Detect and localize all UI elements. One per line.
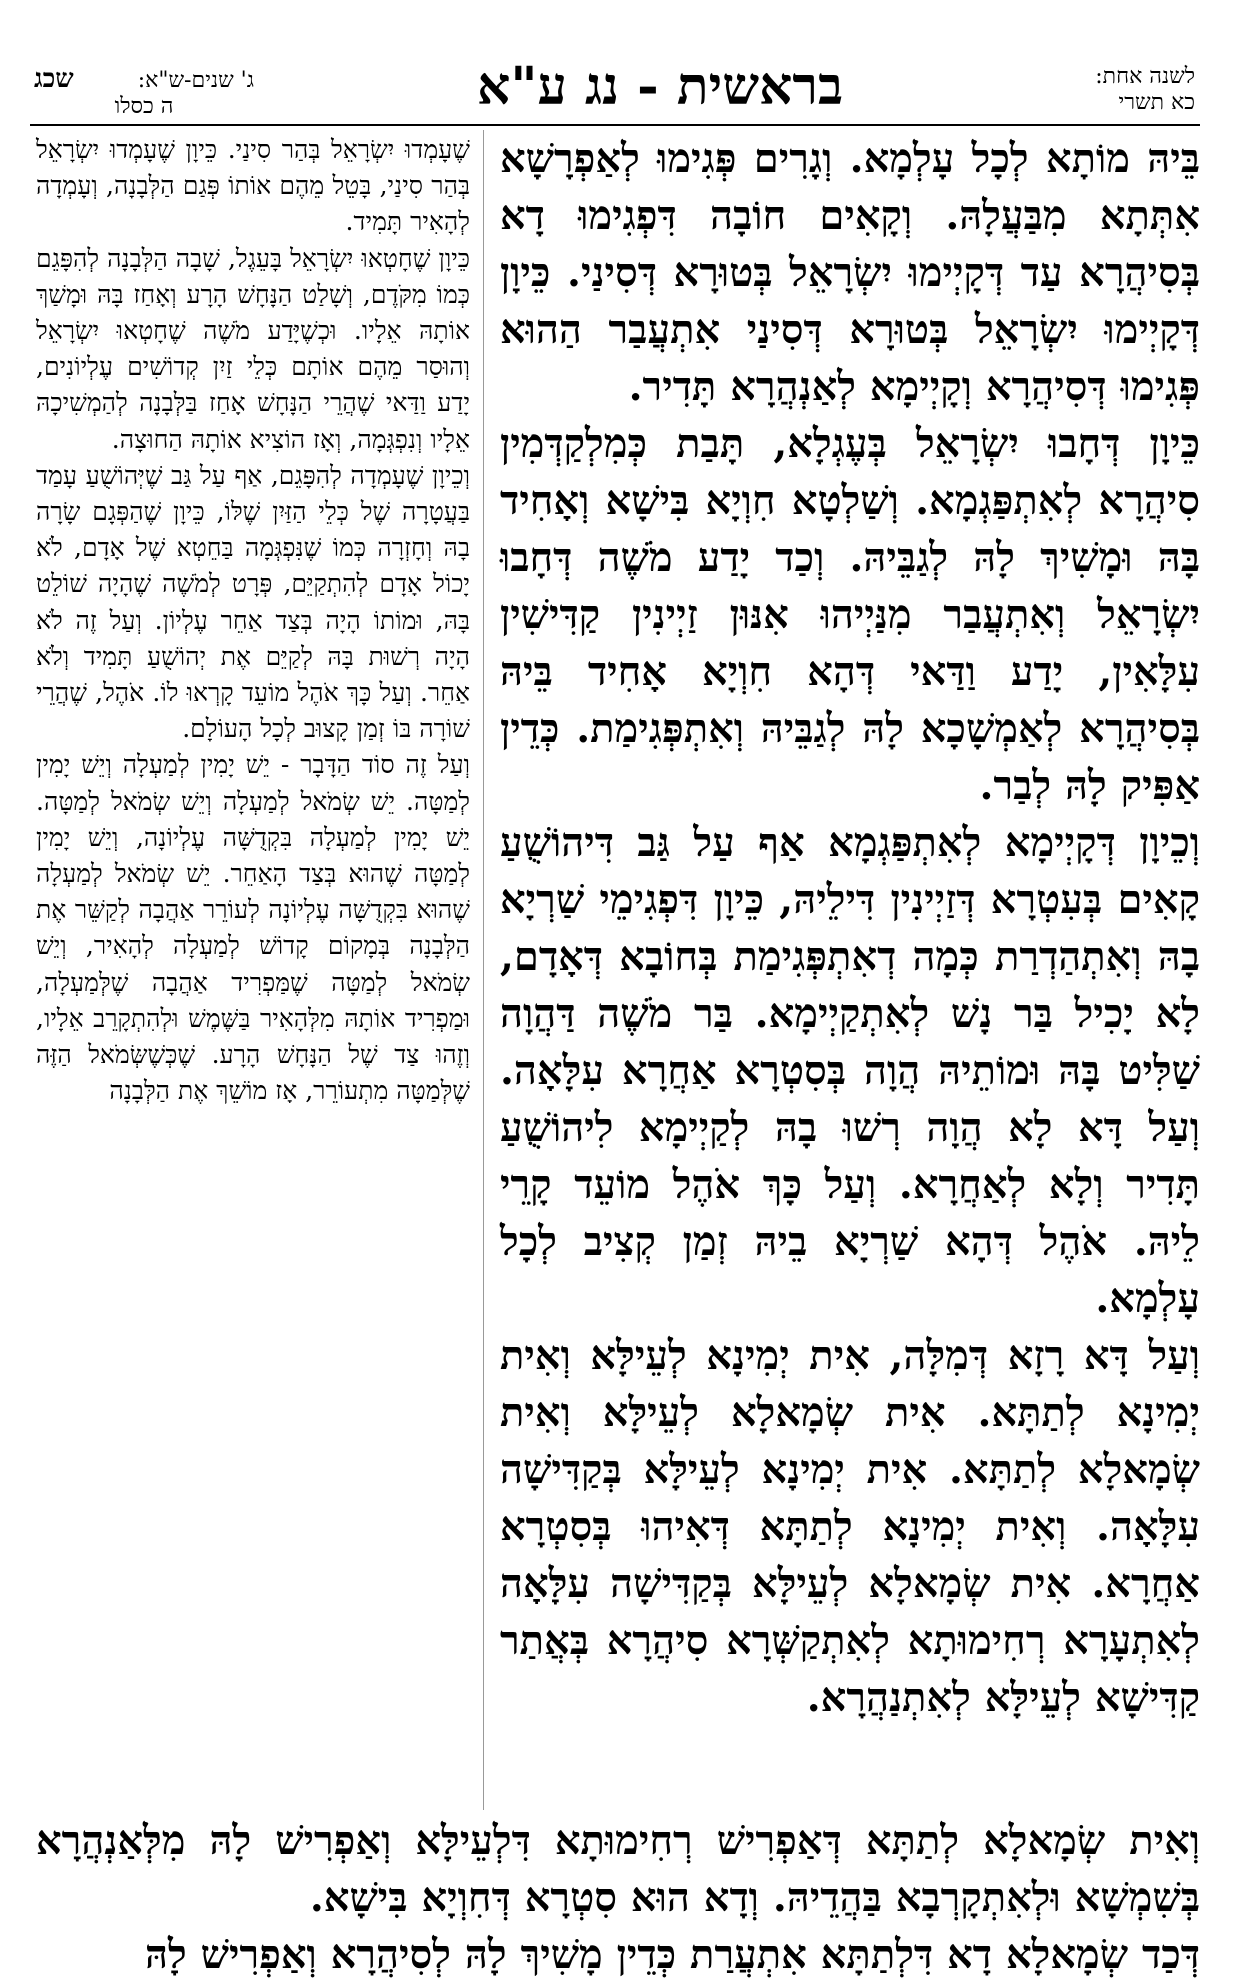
- header-left-date: ה כסלו: [114, 94, 174, 119]
- bottom-paragraph: דְּכַד שְׂמָאלָא דָא דִּלְתַתָּא אִתְעֲרַת כְּדֵין מָשִׁיךְ לָהּ לְסִיהֲרָא וְאַפְרִישׁ לָהּ: [145, 1931, 1200, 1978]
- main-paragraph: בֵּיהּ מוֹתָא לְכָל עָלְמָא. וְגָרִים פְּגִימוּ לְאַפְרָשָׁא אִתְּתָא מִבַּעֲלָהּ. וְקָאִים חוֹבָה דִּפְגִימוּ דָא בְּסִיהֲרָא עַד דְּקָיְימוּ יִשְׂרָאֵל בְּטוּרָא דְּסִינַי. כֵּיוָן דְּקָיְימוּ יִשְׂרָאֵל בְּטוּרָא דְּסִינַי אִתְעֲבַר הַהוּא פְּגִימוּ דְּסִיהֲרָא וְקָיְימָא לְאַנְהֲרָא תָּדִיר.: [500, 135, 1200, 410]
- header-years-label: ג' שנים-ש"א:: [137, 68, 254, 93]
- main-paragraph: וְעַל דָּא רָזָא דְּמִלָּה, אִית יְמִינָא לְעֵילָּא וְאִית יְמִינָא לְתַתָּא. אִית שְׂמָאלָא לְעֵילָּא וְאִית שְׂמָאלָא לְתַתָּא. אִית יְמִינָא לְעֵילָּא בְּקַדִּישָׁה עִלָּאָה. וְאִית יְמִינָא לְתַתָּא דְּאִיהוּ בְּסִטְרָא אַחֲרָא. אִית שְׂמָאלָא לְעֵילָּא בְּקַדִּישָׁה עִלָּאָה לְאִתְעָרָא רְחִימוּתָא לְאִתְקַשְּׁרָא סִיהֲרָא בְּאֲתַר קַדִּישָׁא לְעֵילָּא לְאִתְנַהֲרָא.: [500, 1332, 1200, 1721]
- header-right: [1015, 64, 1195, 116]
- bottom-paragraph: וְאִית שְׂמָאלָא לְתַתָּא דְּאַפְרִישׁ רְחִימוּתָא דִּלְעֵילָּא וְאַפְרִישׁ לָהּ מִלְּאַנְהֲרָא בְּשִׁמְשָׁא וּלְאִתְקָרְבָא בַּהֲדֵיהּ. וְדָא הוּא סִטְרָא דְּחִוְיָא בִּישָׁא.: [36, 1817, 1200, 1921]
- header-divider: [30, 124, 1200, 126]
- translation-column: [36, 132, 470, 1109]
- translation-paragraph: כֵּיוָן שֶׁחָטְאוּ יִשְׂרָאֵל בָּעֵגֶל, שָׁבָה הַלְּבָנָה לְהִפָּגֵם כְּמוֹ מִקֹּדֶם, וְשָׁלַט הַנָּחָשׁ הָרָע וְאָחַז בָּהּ וּמָשַׁךְ אוֹתָהּ אֵלָיו. וּכְשֶׁיָּדַע מֹשֶׁה שֶׁחָטְאוּ יִשְׂרָאֵל וְהוּסַר מֵהֶם אוֹתָם כְּלֵי זַיִן קְדוֹשִׁים עֶלְיוֹנִים, יָדַע וַדַּאי שֶׁהֲרֵי הַנָּחָשׁ אָחַז בַּלְּבָנָה לְהַמְשִׁיכָהּ אֵלָיו וְנִפְגְּמָה, וְאָז הוֹצִיא אוֹתָהּ הַחוּצָה.: [36, 243, 470, 454]
- translation-paragraph: שֶׁעָמְדוּ יִשְׂרָאֵל בְּהַר סִינַי. כֵּיוָן שֶׁעָמְדוּ יִשְׂרָאֵל בְּהַר סִינַי, בָּטֵל מֵהֶם אוֹתוֹ פְּגַם הַלְּבָנָה, וְעָמְדָה לְהָאִיר תָּמִיד.: [36, 135, 470, 237]
- header-one-year-label: לשנה אחת:: [1095, 64, 1195, 89]
- main-text-column: [500, 130, 1200, 1726]
- header-page-number: שכג: [34, 64, 74, 94]
- page-title: בראשית - נג ע"א: [476, 56, 844, 117]
- main-paragraph: וְכֵיוָן דְּקָיְימָא לְאִתְפַּגְמָא אַף עַל גַּב דִּיהוֹשֻׁעַ קָאִים בְּעִטְרָא דְּזַיְינִין דִּילֵיהּ, כֵּיוָן דִּפְגִימֵי שַׁרְיָא בָהּ וְאִתְהַדְרַת כְּמָה דְאִתְפְּגִימַת בְּחוֹבָא דְּאָדָם, לָא יָכִיל בַּר נָשׁ לְאִתְקַיְימָא. בַּר מֹשֶׁה דַּהֲוָה שַׁלִּיט בָּהּ וּמוֹתֵיהּ הֲוָה בְּסִטְרָא אַחֲרָא עִלָּאָה. וְעַל דָּא לָא הֲוָה רְשׁוּ בָהּ לְקַיְימָא לִיהוֹשֻׁעַ תָּדִיר וְלָא לְאַחֲרָא. וְעַל כָּךְ אֹהֶל מוֹעֵד קָרֵי לֵיהּ. אֹהֶל דְּהָא שַׁרְיָא בֵיהּ זְמַן קְצִיב לְכָל עָלְמָא.: [500, 819, 1200, 1322]
- translation-paragraph: וְכֵיוָן שֶׁעָמְדָה לְהִפָּגֵם, אַף עַל גַּב שֶׁיְּהוֹשֻׁעַ עָמַד בַּעֲטָרָה שֶׁל כְּלֵי הַזַּיִן שֶׁלּוֹ, כֵּיוָן שֶׁהַפְּגָם שָׂרָה בָהּ וְחָזְרָה כְּמוֹ שֶׁנִּפְגְּמָה בַּחֵטְא שֶׁל אָדָם, לֹא יָכוֹל אָדָם לְהִתְקַיֵּם, פְּרָט לְמֹשֶׁה שֶׁהָיָה שׁוֹלֵט בָּהּ, וּמוֹתוֹ הָיָה בְּצַד אַחֵר עֶלְיוֹן. וְעַל זֶה לֹא הָיָה רְשׁוּת בָּהּ לְקַיֵּם אֶת יְהוֹשֻׁעַ תָּמִיד וְלֹא אַחֵר. וְעַל כָּךְ אֹהֶל מוֹעֵד קָרְאוּ לוֹ. אֹהֶל, שֶׁהֲרֵי שׁוֹרָה בּוֹ זְמַן קָצוּב לְכָל הָעוֹלָם.: [36, 460, 470, 744]
- header-left: [34, 66, 254, 120]
- bottom-text: [36, 1812, 1200, 1983]
- main-paragraph: כֵּיוָן דְּחָבוּ יִשְׂרָאֵל בְּעֶגְלָא, תָּבַת כְּמִלְקַדְּמִין סִיהֲרָא לְאִתְפַּגְמָא. וְשַׁלְטָא חִוְיָא בִּישָׁא וְאָחִיד בָּהּ וּמָשִׁיךְ לָהּ לְגַבֵּיהּ. וְכַד יָדַע מֹשֶׁה דְּחָבוּ יִשְׂרָאֵל וְאִתְעֲבַר מִנַּיְיהוּ אִנּוּן זַיְינִין קַדִּישִׁין עִלָּאִין, יָדַע וַדַּאי דְּהָא חִוְיָא אָחִיד בֵּיהּ בְּסִיהֲרָא לְאַמְשָׁכָא לָהּ לְגַבֵּיהּ וְאִתְפְּגִימַת. כְּדֵין אַפִּיק לָהּ לְבַר.: [500, 420, 1200, 809]
- translation-paragraph: וְעַל זֶה סוֹד הַדָּבָר - יֵשׁ יָמִין לְמַעְלָה וְיֵשׁ יָמִין לְמַטָּה. יֵשׁ שְׂמֹאל לְמַעְלָה וְיֵשׁ שְׂמֹאל לְמַטָּה. יֵשׁ יָמִין לְמַעְלָה בִּקְדֻשָּׁה עֶלְיוֹנָה, וְיֵשׁ יָמִין לְמַטָּה שֶׁהוּא בְּצַד הָאַחֵר. יֵשׁ שְׂמֹאל לְמַעְלָה שֶׁהוּא בִּקְדֻשָּׁה עֶלְיוֹנָה לְעוֹרֵר אַהֲבָה לְקַשֵּׁר אֶת הַלְּבָנָה בְּמָקוֹם קָדוֹשׁ לְמַעְלָה לְהָאִיר, וְיֵשׁ שְׂמֹאל לְמַטָּה שֶׁמַּפְרִיד אַהֲבָה שֶׁלְּמַעְלָה, וּמַפְרִיד אוֹתָהּ מִלְּהָאִיר בַּשֶּׁמֶשׁ וּלְהִתְקָרֵב אֵלָיו, וְזֶהוּ צַד שֶׁל הַנָּחָשׁ הָרָע. שֶׁכְּשֶׁשְּׂמֹאל הַזֶּה שֶׁלְּמַטָּה מִתְעוֹרֵר, אָז מוֹשֵׁךְ אֶת הַלְּבָנָה: [36, 750, 470, 1106]
- column-divider: [483, 130, 484, 1810]
- header-right-date: כא תשרי: [1118, 90, 1195, 115]
